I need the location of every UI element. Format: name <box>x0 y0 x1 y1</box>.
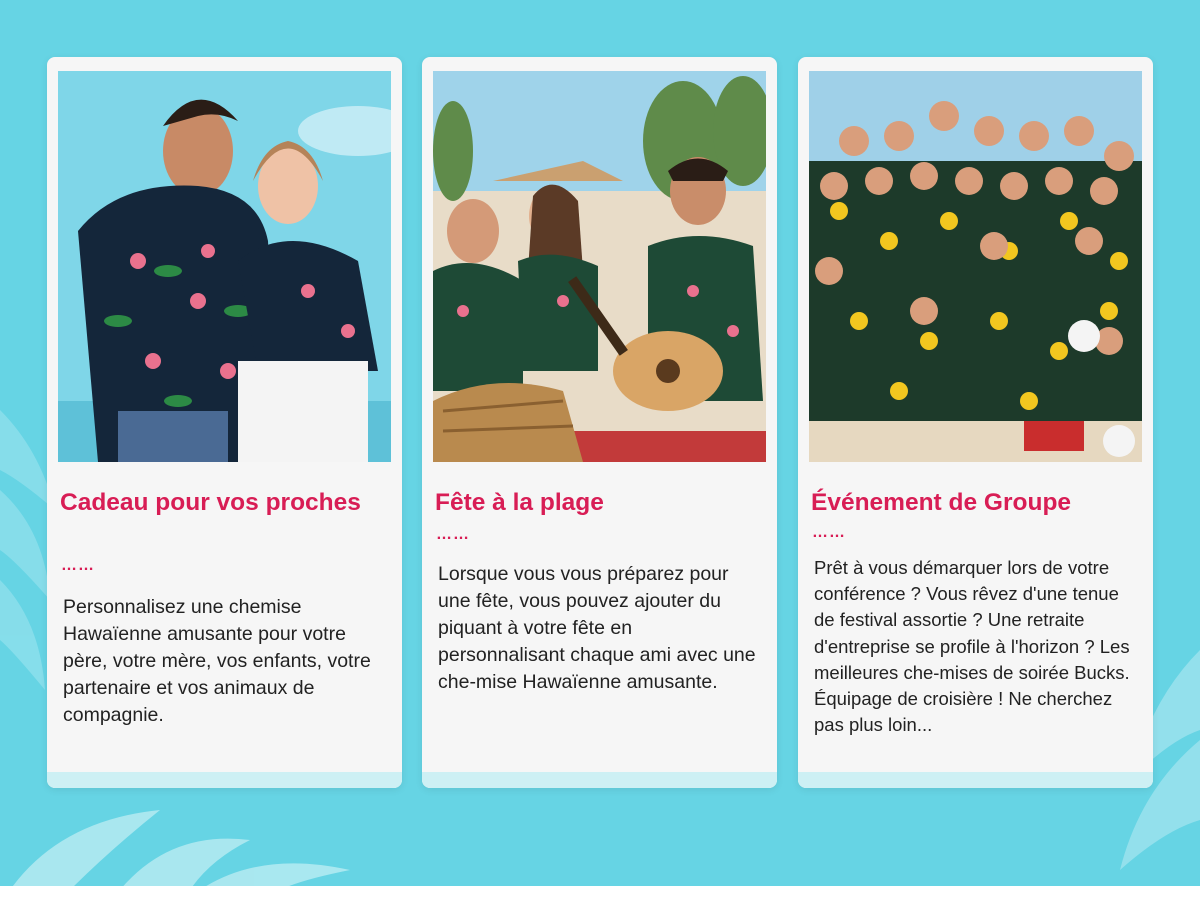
palm-leaf-bottom-icon <box>0 800 360 886</box>
dots-divider: …… <box>436 526 470 543</box>
card-title: Cadeau pour vos proches <box>60 489 361 516</box>
card-description: Prêt à vous démarquer lors de votre conférence ? Vous rêvez d'une tenue de festival assortie ? Une retraite d'entreprise se profile à l'horizon ? Les meilleures che-mises de soirée Bucks. Équipage de croisière ! Ne cherchez pas plus loin... <box>814 557 1130 736</box>
dots-divider: …… <box>61 557 95 574</box>
beach-party-photo <box>433 71 766 462</box>
card-description: Personnalisez une chemise Hawaïenne amusante pour votre père, votre mère, vos enfants, votre partenaire et vos animaux de compagnie. <box>63 596 371 726</box>
card-title: Fête à la plage <box>435 489 604 516</box>
dots-divider: …… <box>812 524 846 541</box>
card-footer-band <box>422 772 777 788</box>
card-title: Événement de Groupe <box>811 489 1072 516</box>
group-photo <box>809 71 1142 462</box>
card-footer-band <box>47 772 402 788</box>
card-description: Lorsque vous vous préparez pour une fête, vous pouvez ajouter du piquant à votre fête en personnalisant chaque ami avec une che-mise Hawaïenne amusante. <box>438 563 756 693</box>
card-group-event <box>798 57 1153 788</box>
card-gift <box>47 57 402 788</box>
card-beach-party <box>422 57 777 788</box>
couple-photo <box>58 71 391 462</box>
card-footer-band <box>798 772 1153 788</box>
